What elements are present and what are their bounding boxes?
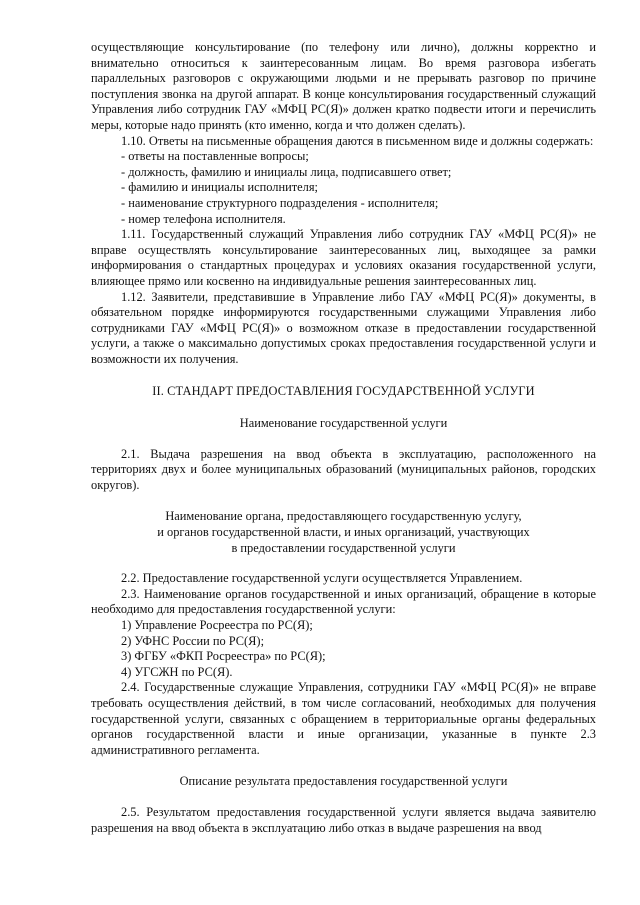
list-1-10 — [91, 149, 596, 227]
paragraph-2-3: 2.3. Наименование органов государственной и иных организаций, обращение в которые необходимо для предоставления государственной услуги: — [91, 586, 596, 617]
document-body — [91, 40, 596, 836]
list-item: - фамилию и инициалы исполнителя; — [121, 180, 318, 195]
list-item: 3) ФГБУ «ФКП Росреестра» по РС(Я); — [121, 649, 326, 664]
paragraph-2-5: 2.5. Результатом предоставления государственной услуги является выдача заявителю разрешения на ввод объекта в эксплуатацию либо отказ в выдаче разрешения на ввод — [91, 804, 596, 835]
subsection-title-line: и органов государственной власти, и иных организаций, участвующих — [157, 525, 530, 540]
paragraph-continuation: осуществляющие консультирование (по телефону или лично), должны корректно и внимательно относиться к заинтересованным лицам. Во время разговора избегать параллельных разговоров с окружающими людьми и не прерывать разговор по причине поступления звонка на другой аппарат. В конце консультирования государственный служащий Управления либо сотрудник ГАУ «МФЦ РС(Я)» должен кратко подвести итоги и перечислить меры, которые надо принять (кто именно, когда и что должен сделать). — [91, 40, 596, 132]
list-2-3 — [91, 618, 596, 680]
list-item: - номер телефона исполнителя. — [121, 211, 286, 226]
subsection-title-line: Наименование органа, предоставляющего государственную услугу, — [165, 509, 522, 524]
subsection-title-service-name: Наименование государственной услуги — [239, 416, 448, 431]
subsection-title-line: в предоставлении государственной услуги — [231, 540, 456, 555]
list-item: - наименование структурного подразделения - исполнителя; — [121, 195, 439, 210]
list-item: 4) УГСЖН по РС(Я). — [121, 664, 233, 679]
paragraph-2-4: 2.4. Государственные служащие Управления, сотрудники ГАУ «МФЦ РС(Я)» не вправе требовать осуществления действий, в том числе согласований, необходимых для получения государственной услуги, связанных с обращением в территориальные органы федеральных органов государственной власти и иные организации, указанные в пункте 2.3 административного регламента. — [91, 680, 596, 757]
list-item: 2) УФНС России по РС(Я); — [121, 633, 265, 648]
section-title: II. СТАНДАРТ ПРЕДОСТАВЛЕНИЯ ГОСУДАРСТВЕННОЙ УСЛУГИ — [152, 384, 535, 399]
list-item: - должность, фамилию и инициалы лица, подписавшего ответ; — [121, 164, 452, 179]
subsection-title-authority — [91, 509, 596, 556]
paragraph-2-2: 2.2. Предоставление государственной услуги осуществляется Управлением. — [121, 571, 523, 586]
list-item: - ответы на поставленные вопросы; — [121, 149, 309, 164]
subsection-title-result: Описание результата предоставления государственной услуги — [179, 774, 508, 789]
paragraph-2-1: 2.1. Выдача разрешения на ввод объекта в эксплуатацию, расположенного на территориях двух и более муниципальных образований (муниципальных районов, городских округов). — [91, 446, 596, 492]
list-item: 1) Управление Росреестра по РС(Я); — [121, 618, 313, 632]
paragraph-1-11: 1.11. Государственный служащий Управления либо сотрудник ГАУ «МФЦ РС(Я)» не вправе осуществлять консультирование заинтересованных лиц, выходящее за рамки информирования о стандартных процедурах и условиях оказания государственной услуги, влияющее прямо или косвенно на индивидуальные решения заинтересованных лиц. — [91, 227, 596, 288]
paragraph-1-10: 1.10. Ответы на письменные обращения даются в письменном виде и должны содержать: — [121, 133, 594, 148]
paragraph-1-12: 1.12. Заявители, представившие в Управление либо ГАУ «МФЦ РС(Я)» документы, в обязательном порядке информируются государственными служащими Управления либо сотрудниками ГАУ «МФЦ РС(Я)» о возможном отказе в предоставлении государственной услуги, а также о максимально допустимых сроках предоставления государственной услуги и возможности их получения. — [91, 289, 596, 366]
